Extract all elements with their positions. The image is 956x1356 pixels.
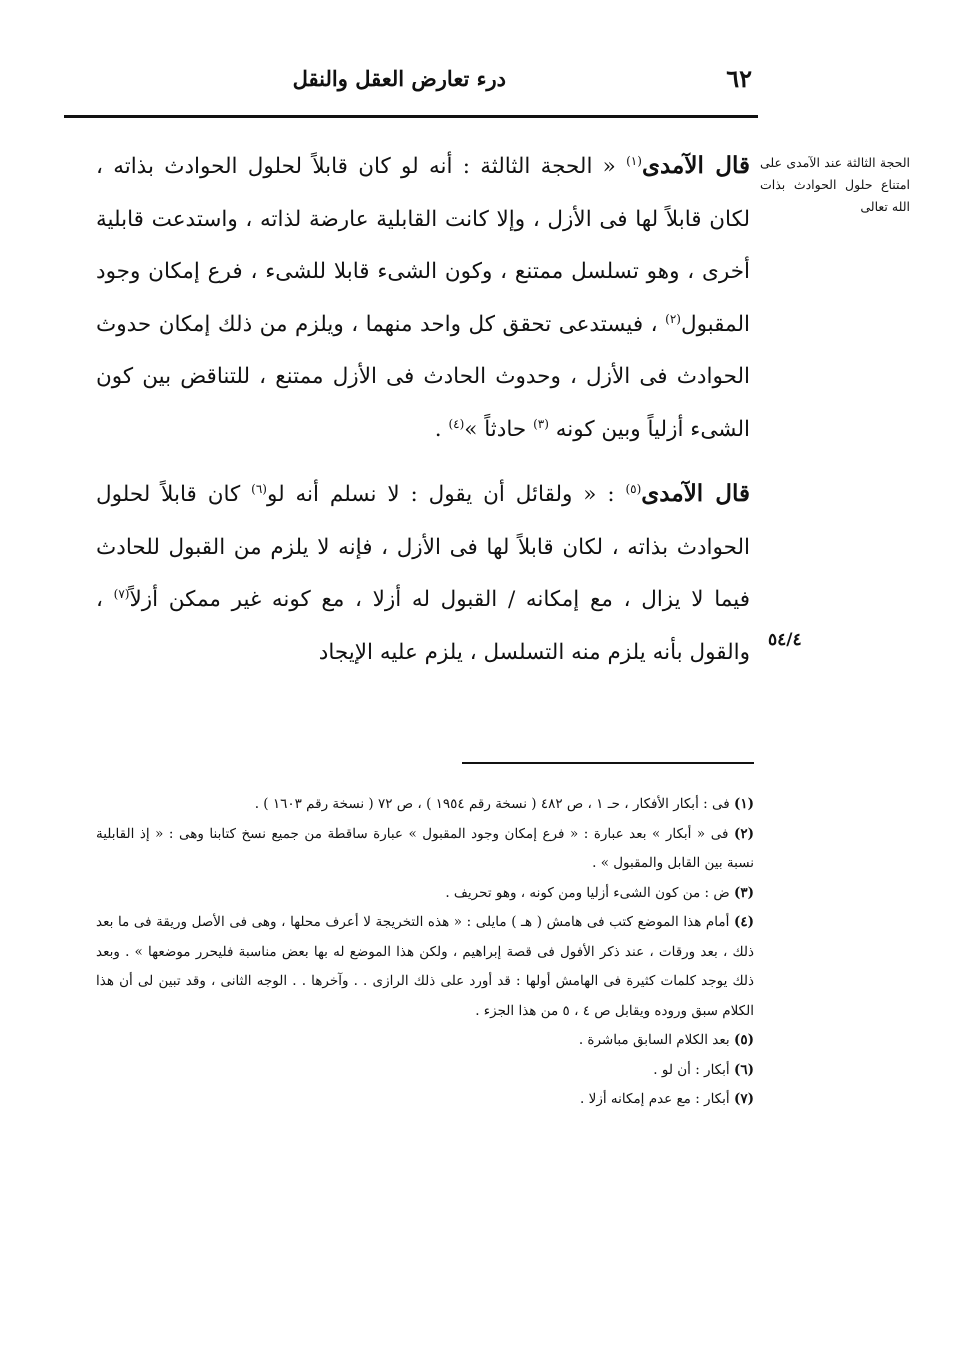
footnote-number: (٥)	[733, 1032, 754, 1048]
paragraph-1	[96, 140, 750, 456]
main-text	[96, 140, 750, 679]
footnote-ref: (١)	[626, 153, 642, 168]
page-header	[66, 60, 756, 100]
paragraph-text: ، والقول بأنه يلزم منه التسلسل ، يلزم عليه الإيجاد	[96, 587, 750, 665]
footnote-number: (٣)	[733, 884, 754, 901]
paragraph-2	[96, 468, 750, 679]
footnote-number: (١)	[733, 796, 754, 812]
footnote-text: أبكار : مع عدم إمكانه أزلا .	[580, 1091, 730, 1107]
footnote	[96, 1085, 754, 1115]
footnote-ref: (٤)	[448, 416, 465, 431]
footnote-text: بعد الكلام السابق مباشرة .	[578, 1032, 730, 1048]
footnote-separator	[462, 762, 754, 764]
footnotes	[96, 790, 754, 1115]
footnote	[96, 908, 754, 1026]
paragraph-text: كان قابلاً لحلول الحوادث بذاته ، لكان قابلاً لها فى الأزل ، فإنه لا يلزم من القبول للحادث فيما لا يزال ، مع إمكانه / القبول له أزلا ، مع كونه غير ممكن أزلاً	[96, 482, 750, 612]
footnote-ref: (٢)	[665, 311, 681, 326]
paragraph-text: : « ولقائل أن يقول : لا نسلم أنه لو	[266, 482, 615, 507]
footnote-ref: (٧)	[113, 586, 130, 601]
speaker-label: قال الآمدى	[641, 480, 750, 507]
page-number: ٦٢	[726, 64, 752, 93]
footnote	[96, 1056, 754, 1086]
footnote	[96, 879, 754, 909]
speaker-label: قال الآمدى	[641, 152, 750, 179]
margin-page-reference: ٥٤/٤	[768, 630, 802, 650]
running-title: درء تعارض العقل والنقل	[292, 66, 506, 91]
footnote-text: أمام هذا الموضع كتب فى هامش ( هـ ) مايلى : « هذه التخريجة لا أعرف محلها ، وهى فى الأصل وريقة فى ما بعد ذلك ، بعد ورقات ، عند ذكر الأفول فى قصة إبراهيم ، ولكن هذا الموضع له بها بعض مناسبة فليحرر موضعها » . وبعد ذلك يوجد كلمات كثيرة فى الهامش أولها : قد أورد على ذلك الرازى . . وآخرها . . الوجه الثانى ، وقد تبين لى أن هذا الكلام سبق وروده ويقابل ص ٤ ، ٥ من هذا الجزء .	[96, 914, 754, 1019]
footnote-text: ض : من كون الشىء أزليا ومن كونه ، وهو تحريف .	[445, 884, 730, 901]
header-rule	[64, 115, 758, 118]
footnote	[96, 820, 754, 879]
paragraph-text: .	[434, 416, 442, 442]
footnote-text: فى « أبكار » بعد عبارة : « فرع إمكان وجود المقبول » عبارة ساقطة من جميع نسخ كتابنا وهى : « إذ القابلية نسبة بين القابل والمقبول » .	[96, 825, 754, 871]
footnote-text: أبكار : أن لو .	[653, 1061, 730, 1078]
footnote-number: (٦)	[733, 1061, 754, 1078]
paragraph-text: ، فيستدعى تحقق كل واحد منهما ، ويلزم من ذلك إمكان حدوث الحوادث فى الأزل ، وحدوث الحادث فى الأزل ممتنع ، للتناقض بين كون الشىء أزلياً وبين كونه	[96, 311, 750, 442]
footnote	[96, 1026, 754, 1056]
footnote	[96, 790, 754, 820]
paragraph-text: حادثاً »	[464, 416, 527, 442]
margin-note: الحجة الثالثة عند الآمدى على امتناع حلول الحوادث بذات الله تعالى	[760, 155, 910, 214]
footnote-number: (٢)	[733, 825, 754, 842]
footnote-text: فى : أبكار الأفكار ، حـ ١ ، ص ٤٨٢ ( نسخة رقم ١٩٥٤ ) ، ص ٧٢ ( نسخة رقم ١٦٠٣ ) .	[254, 796, 730, 812]
footnote-ref: (٣)	[533, 416, 549, 431]
footnote-ref: (٥)	[625, 481, 642, 496]
footnote-ref: (٦)	[251, 481, 267, 496]
footnote-number: (٤)	[733, 914, 754, 930]
footnote-number: (٧)	[733, 1091, 754, 1107]
paragraph-text: « الحجة الثالثة : أنه لو كان قابلاً لحلول الحوادث بذاته ، لكان قابلاً لها فى الأزل ، وإلا كانت القابلية عارضة لذاته ، واستدعت قابلية أخرى ، وهو تسلسل ممتنع ، وكون الشىء قابلا للشىء ، فرع إمكان وجود المقبول	[96, 154, 750, 337]
